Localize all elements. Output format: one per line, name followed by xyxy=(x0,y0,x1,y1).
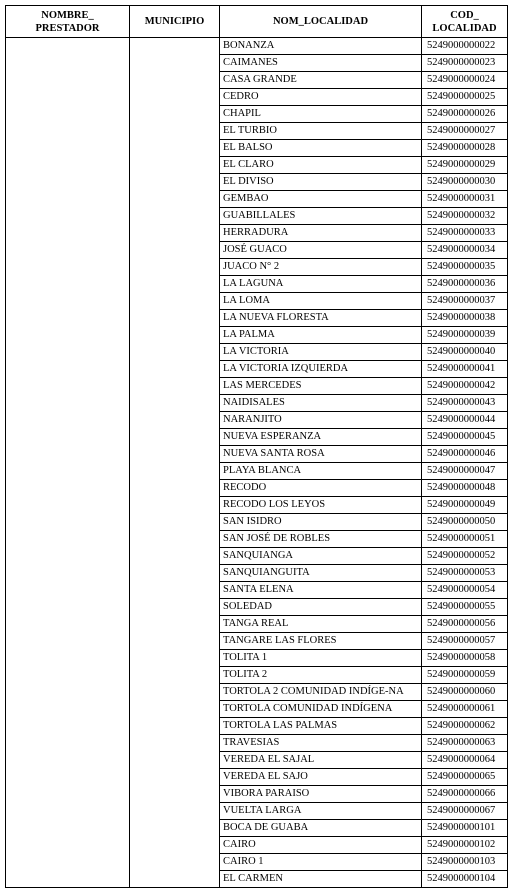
localidad-code-cell: 5249000000043 xyxy=(422,395,508,412)
localidad-code-cell: 5249000000022 xyxy=(422,38,508,55)
header-nombre-prestador xyxy=(6,6,130,38)
localidad-name-cell: LA LOMA xyxy=(220,293,422,310)
localidad-name-cell: SOLEDAD xyxy=(220,599,422,616)
localidad-code-cell: 5249000000063 xyxy=(422,735,508,752)
localidad-name-cell: CASA GRANDE xyxy=(220,72,422,89)
localidad-code-cell: 5249000000041 xyxy=(422,361,508,378)
localidad-code-cell: 5249000000040 xyxy=(422,344,508,361)
header-nombre-line1: NOMBRE_ xyxy=(41,9,94,21)
localidad-code-cell: 5249000000050 xyxy=(422,514,508,531)
localidad-name-cell: JOSÉ GUACO xyxy=(220,242,422,259)
localidad-code-cell: 5249000000031 xyxy=(422,191,508,208)
localidad-name-cell: TORTOLA LAS PALMAS xyxy=(220,718,422,735)
localidad-name-cell: LA VICTORIA IZQUIERDA xyxy=(220,361,422,378)
localidad-name-cell: EL BALSO xyxy=(220,140,422,157)
localidad-code-cell: 5249000000056 xyxy=(422,616,508,633)
nombre-prestador-cell xyxy=(6,38,130,888)
localidad-name-cell: TANGA REAL xyxy=(220,616,422,633)
localidad-name-cell: LA PALMA xyxy=(220,327,422,344)
localidad-code-cell: 5249000000035 xyxy=(422,259,508,276)
localidad-code-cell: 5249000000053 xyxy=(422,565,508,582)
table-body xyxy=(6,38,508,888)
localidad-code-cell: 5249000000029 xyxy=(422,157,508,174)
localidad-name-cell: LA LAGUNA xyxy=(220,276,422,293)
table-header-row xyxy=(6,6,508,38)
localidad-code-cell: 5249000000101 xyxy=(422,820,508,837)
localidad-code-cell: 5249000000026 xyxy=(422,106,508,123)
localidad-name-cell: HERRADURA xyxy=(220,225,422,242)
localidad-name-cell: NUEVA ESPERANZA xyxy=(220,429,422,446)
localidad-code-cell: 5249000000032 xyxy=(422,208,508,225)
municipio-cell xyxy=(130,38,220,888)
localidad-code-cell: 5249000000044 xyxy=(422,412,508,429)
localidad-code-cell: 5249000000045 xyxy=(422,429,508,446)
localidad-name-cell: SANTA ELENA xyxy=(220,582,422,599)
header-cod-line1: COD_ xyxy=(450,9,479,21)
localidad-code-cell: 5249000000066 xyxy=(422,786,508,803)
localidad-code-cell: 5249000000037 xyxy=(422,293,508,310)
header-cod-localidad xyxy=(422,6,508,38)
localidad-code-cell: 5249000000061 xyxy=(422,701,508,718)
localidad-code-cell: 5249000000039 xyxy=(422,327,508,344)
localidad-code-cell: 5249000000059 xyxy=(422,667,508,684)
localidad-name-cell: VUELTA LARGA xyxy=(220,803,422,820)
localidad-name-cell: RECODO LOS LEYOS xyxy=(220,497,422,514)
header-nom-localidad: NOM_LOCALIDAD xyxy=(220,6,422,38)
localidad-name-cell: EL TURBIO xyxy=(220,123,422,140)
localidad-code-cell: 5249000000049 xyxy=(422,497,508,514)
localidad-code-cell: 5249000000023 xyxy=(422,55,508,72)
localidad-name-cell: NAIDISALES xyxy=(220,395,422,412)
localidad-code-cell: 5249000000054 xyxy=(422,582,508,599)
localidad-name-cell: LAS MERCEDES xyxy=(220,378,422,395)
localidad-code-cell: 5249000000103 xyxy=(422,854,508,871)
localidad-name-cell: GUABILLALES xyxy=(220,208,422,225)
localidad-name-cell: LA NUEVA FLORESTA xyxy=(220,310,422,327)
localidad-code-cell: 5249000000102 xyxy=(422,837,508,854)
localidad-code-cell: 5249000000024 xyxy=(422,72,508,89)
localidad-name-cell: VEREDA EL SAJAL xyxy=(220,752,422,769)
localidad-code-cell: 5249000000038 xyxy=(422,310,508,327)
localidad-code-cell: 5249000000058 xyxy=(422,650,508,667)
localidad-code-cell: 5249000000030 xyxy=(422,174,508,191)
localidad-name-cell: BONANZA xyxy=(220,38,422,55)
localidad-name-cell: EL CARMEN xyxy=(220,871,422,888)
localidad-name-cell: EL CLARO xyxy=(220,157,422,174)
localidad-code-cell: 5249000000065 xyxy=(422,769,508,786)
localidad-name-cell: TORTOLA COMUNIDAD INDÍGENA xyxy=(220,701,422,718)
localidad-code-cell: 5249000000025 xyxy=(422,89,508,106)
localidad-name-cell: BOCA DE GUABA xyxy=(220,820,422,837)
localidad-name-cell: VIBORA PARAISO xyxy=(220,786,422,803)
localidad-name-cell: SANQUIANGA xyxy=(220,548,422,565)
localidad-code-cell: 5249000000051 xyxy=(422,531,508,548)
localidad-code-cell: 5249000000062 xyxy=(422,718,508,735)
localidad-code-cell: 5249000000047 xyxy=(422,463,508,480)
localidad-name-cell: NARANJITO xyxy=(220,412,422,429)
localidad-name-cell: TOLITA 2 xyxy=(220,667,422,684)
localidad-name-cell: JUACO N° 2 xyxy=(220,259,422,276)
header-municipio: MUNICIPIO xyxy=(130,6,220,38)
localidad-code-cell: 5249000000055 xyxy=(422,599,508,616)
localidad-name-cell: TOLITA 1 xyxy=(220,650,422,667)
localidad-code-cell: 5249000000057 xyxy=(422,633,508,650)
localidad-name-cell: CEDRO xyxy=(220,89,422,106)
localidad-code-cell: 5249000000067 xyxy=(422,803,508,820)
localidad-code-cell: 5249000000033 xyxy=(422,225,508,242)
localidad-name-cell: VEREDA EL SAJO xyxy=(220,769,422,786)
table-row xyxy=(6,38,508,55)
localidad-code-cell: 5249000000060 xyxy=(422,684,508,701)
localidad-code-cell: 5249000000064 xyxy=(422,752,508,769)
localidad-code-cell: 5249000000104 xyxy=(422,871,508,888)
localidades-table xyxy=(5,5,508,888)
localidad-name-cell: PLAYA BLANCA xyxy=(220,463,422,480)
localidad-name-cell: TRAVESIAS xyxy=(220,735,422,752)
localidad-name-cell: LA VICTORIA xyxy=(220,344,422,361)
localidad-name-cell: SAN JOSÉ DE ROBLES xyxy=(220,531,422,548)
localidad-name-cell: SANQUIANGUITA xyxy=(220,565,422,582)
localidad-name-cell: CHAPIL xyxy=(220,106,422,123)
localidad-name-cell: SAN ISIDRO xyxy=(220,514,422,531)
localidad-code-cell: 5249000000048 xyxy=(422,480,508,497)
localidad-name-cell: CAIMANES xyxy=(220,55,422,72)
localidad-code-cell: 5249000000027 xyxy=(422,123,508,140)
localidades-table-container xyxy=(5,5,508,888)
localidad-name-cell: CAIRO xyxy=(220,837,422,854)
localidad-code-cell: 5249000000042 xyxy=(422,378,508,395)
localidad-code-cell: 5249000000036 xyxy=(422,276,508,293)
localidad-code-cell: 5249000000052 xyxy=(422,548,508,565)
localidad-name-cell: RECODO xyxy=(220,480,422,497)
localidad-code-cell: 5249000000046 xyxy=(422,446,508,463)
localidad-name-cell: EL DIVISO xyxy=(220,174,422,191)
localidad-name-cell: GEMBAO xyxy=(220,191,422,208)
localidad-name-cell: TORTOLA 2 COMUNIDAD INDÍGE-NA xyxy=(220,684,422,701)
localidad-name-cell: TANGARE LAS FLORES xyxy=(220,633,422,650)
localidad-code-cell: 5249000000028 xyxy=(422,140,508,157)
localidad-name-cell: CAIRO 1 xyxy=(220,854,422,871)
header-nombre-line2: PRESTADOR xyxy=(35,22,100,34)
localidad-code-cell: 5249000000034 xyxy=(422,242,508,259)
header-cod-line2: LOCALIDAD xyxy=(432,22,497,34)
localidad-name-cell: NUEVA SANTA ROSA xyxy=(220,446,422,463)
